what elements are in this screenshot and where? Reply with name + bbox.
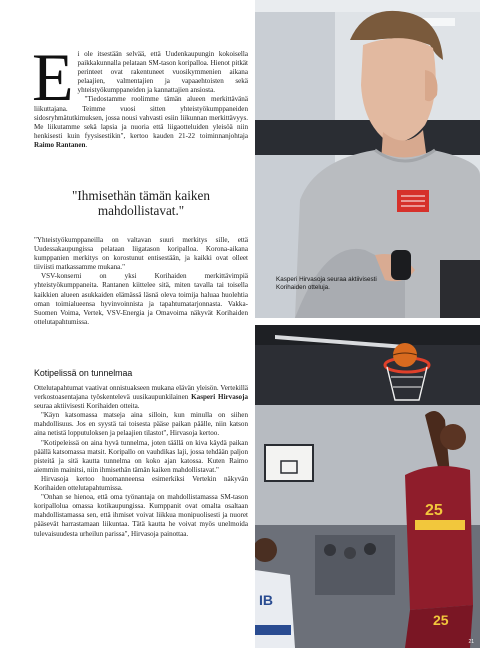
page-number: 21 <box>468 639 474 645</box>
photo-dark-band <box>440 260 480 318</box>
portrait-photo <box>255 0 480 318</box>
person-name-raimo: Raimo Rantanen <box>34 140 86 149</box>
white-jersey <box>255 570 295 648</box>
shorts-number: 25 <box>433 612 449 628</box>
audience-text: Ottelutapahtumat vaativat onnistuakseen mukana elävän yleisön. Vertekillä verkostoasentajana työskentelevä uusikaupunkilainen <box>34 384 248 402</box>
audience-text-end: seuraa aktiivisesti Korihaiden otteita. <box>34 402 140 411</box>
home-game-paragraphs <box>34 384 248 539</box>
kasperi-quote-1: "Käyn katsomassa matseja aina silloin, kun minulla on siihen mahdollisuus. Jos en syystä tai toisesta pääse paikan päälle, niin katson aina netistä lopputuloksen ja pelaajien tilastot", Hirvasoja kertoo. <box>34 411 248 438</box>
basketball <box>393 343 417 367</box>
jersey-number: 25 <box>425 502 443 519</box>
vertek-paragraph: Hirvasoja kertoo huomanneensa esimerkiksi Vertekin näkyvän Korihaiden ottelutapahtumissa. <box>34 474 248 493</box>
intro-quote-paragraph: "Tiedostamme roolimme tämän alueen merkittävänä liikuttajana. Teimme vuosi sitten yhteistyökumppaneiden sidosryhmätutkimuksen, jossa nousi vahvasti esiin liikunnan merkittävyys. Me liikutamme sekä lapsia ja nuoria että liigaotteluiden yleisöä niin henkisesti kuin fyysisestikin", kertoo kauden 21-22 toiminnanjohtaja Raimo Rantanen. <box>34 95 248 149</box>
kasperi-quote-2: "Kotipeleissä on aina hyvä tunnelma, joten täällä on kiva käydä paikan päällä katsomassa matsit. Koripallo on vauhdikas laji, jossa tehdään paljon pisteitä ja sitä kautta tunnelma on koko ajan katossa. Kuten Raimo aiemmin mainitsi, niin ihmisethän tämän kaiken mahdollistavat." <box>34 438 248 474</box>
photo-caption: Kasperi Hirvasoja seuraa aktiivisesti Korihaiden otteluja. <box>276 276 377 291</box>
audience-paragraph <box>34 384 248 411</box>
partner-quote: "Yhteistyökumppaneilla on valtavan suuri merkitys sille, että Uudessakaupungissa pelataan liigatason koripalloa. Korona-aikana kumppanien merkitys on korostunut entisestään, ja kaikki ovat olleet tiiviisti matkassamme mukana." <box>34 236 248 272</box>
intro-text: i ole itsestään selvää, että Uudenkaupungin kokoisella paikkakunnalla pelataan SM-tason koripalloa. Hienot pitkät perinteet ovat rakentuneet vuosikymmenien aikana pelaajien, valmentajien ja vapaaehtoisten sekä yhteistyökumppaneiden ja kannattajien ansiosta. <box>77 50 248 95</box>
partner-paragraphs <box>34 236 248 327</box>
subheading: Kotipelissä on tunnelmaa <box>34 368 133 378</box>
basketball-photo <box>255 325 480 648</box>
red-jersey <box>405 466 473 610</box>
opponent-jersey-text: IB <box>259 592 273 608</box>
vsv-paragraph: VSV-konserni on yksi Korihaiden merkittävimpiä yhteistyökumppaneita. Rantanen kiittelee sitä, miten tavalla tai toisella kaikkien alueen asukkaiden elämässä läsnä oleva toimija haluaa huolehtia oman toimialueensa hyvinvoinnista ja tapahtumatarjonnasta. Vakka-Suomen Voima, Vertek, VSV-Energia ja Omavoima näkyvät Korihaiden ottelutapahtumissa. <box>34 272 248 326</box>
intro-quote-text: "Tiedostamme roolimme tämän alueen merkittävänä liikuttajana. Teimme vuosi sitten yhteistyökumppaneiden sidosryhmätutkimuksen, jossa nousi vahvasti esiin liikunnan merkittävyys. Me liikutamme sekä lapsia ja nuoria että liigaotteluiden yleisöä niin henkisesti kuin fyysisestikin", kertoo kauden 21-22 toiminnanjohtaja <box>34 95 248 140</box>
drop-cap: E <box>32 39 74 115</box>
intro-paragraph <box>32 39 248 150</box>
basketball-illustration <box>255 325 480 648</box>
watch <box>391 250 411 280</box>
person-name-kasperi: Kasperi Hirvasoja <box>191 393 248 402</box>
kasperi-quote-3: "Onhan se hienoa, että oma työnantaja on mahdollistamassa SM-tason koripallolua omassa kotikaupungissa. Kumppanit ovat omalta osaltaan mahdollistamassa sen, että ihmiset voivat liikkua monipuolisesti ja nuoret pääsevät harrastamaan liikuntaa. Tätä kautta he voivat myös unelmoida tulevaisuudesta urheilun parissa", Hirvasoja painottaa. <box>34 493 248 538</box>
pull-quote: "Ihmisethän tämän kaiken mahdollistavat." <box>72 188 210 218</box>
